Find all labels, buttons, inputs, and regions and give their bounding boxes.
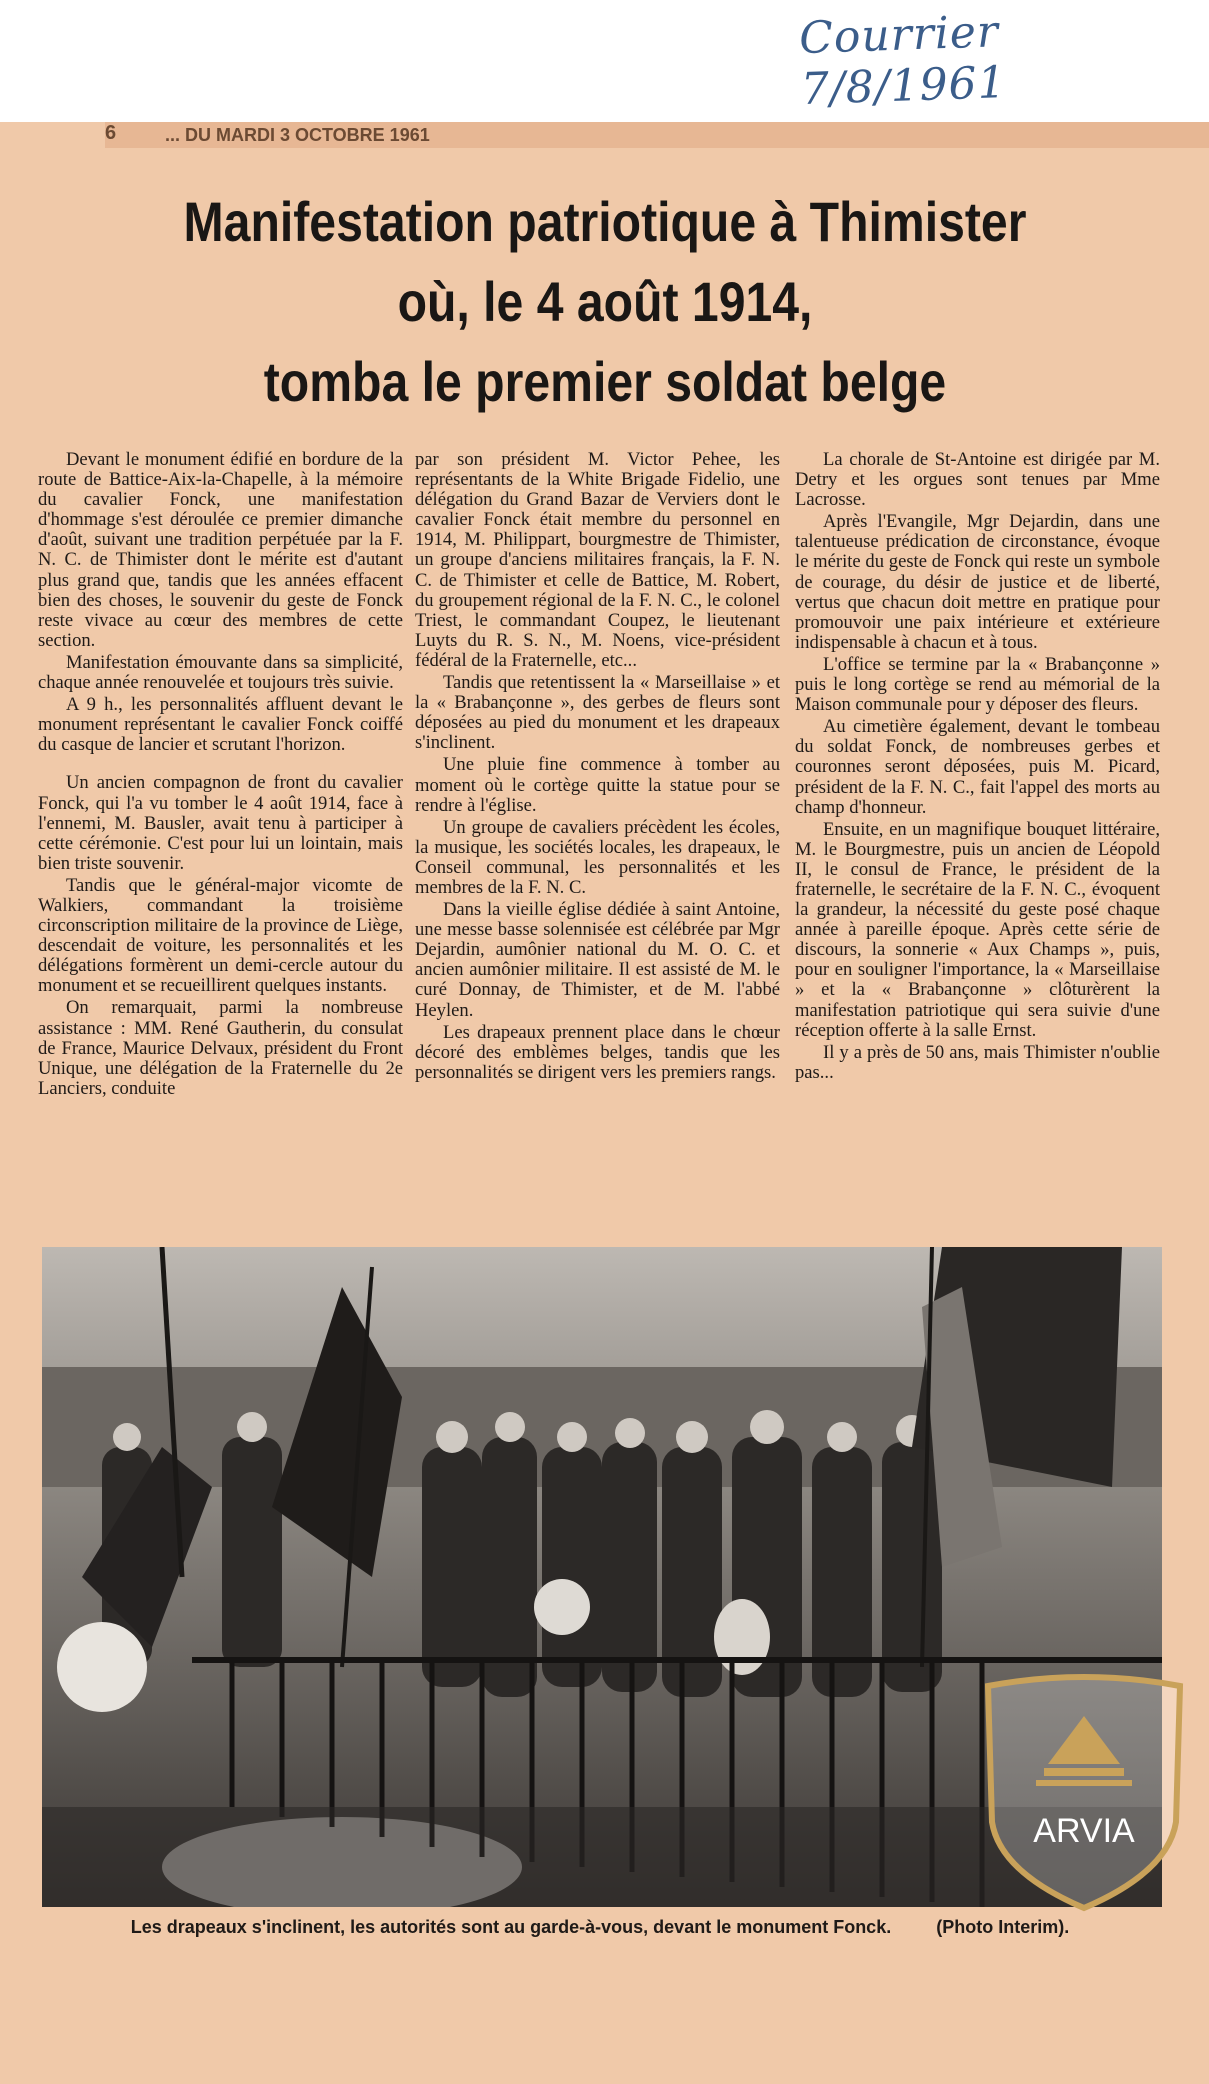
article-column-3 bbox=[795, 450, 1160, 1085]
paragraph: Manifestation émouvante dans sa simplicité, chaque année renouvelée et toujours très suivie. bbox=[38, 651, 403, 694]
paragraph: Ensuite, en un magnifique bouquet littéraire, M. le Bourgmestre, puis un ancien de Léopold II, le consul de France, le président de la fraternelle, le secrétaire de la F. N. C., évoquent la grandeur, la nécessité du geste posé chaque année à pareille époque. Après cette série de discours, la sonnerie « Aux Champs », puis, pour en souligner l'importance, la « Marseillaise » et la « Brabançonne » clôturèrent la manifestation patriotique qui sera suivie d'une réception offerte à la salle Ernst. bbox=[795, 818, 1160, 1041]
paragraph: Un groupe de cavaliers précèdent les écoles, la musique, les sociétés locales, les drapeaux, le Conseil communal, les personnalités et les membres de la F. N. C. bbox=[415, 816, 780, 898]
paragraph: Un ancien compagnon de front du cavalier Fonck, qui l'a vu tomber le 4 août 1914, face à l'ennemi, M. Bausler, avait tenu à participer à cette cérémonie. C'est pour lui un lointain, mais bien triste souvenir. bbox=[38, 772, 403, 874]
article-column-1 bbox=[38, 450, 403, 1101]
paragraph: Devant le monument édifié en bordure de la route de Battice-Aix-la-Chapelle, à la mémoire du cavalier Fonck, une manifestation d'hommage s'est déroulée ce premier dimanche d'août, suivant une tradition perpétuée par la F. N. C. de Thimister dont le mérite est d'autant plus grand que, tandis que les années effacent bien des choses, le souvenir du geste de Fonck reste vivace au cœur des membres de cette section. bbox=[38, 449, 403, 651]
title-line-3: tomba le premier soldat belge bbox=[263, 350, 947, 413]
page-header bbox=[105, 122, 1209, 148]
paragraph: par son président M. Victor Pehee, les représentants de la White Brigade Fidelio, une délégation du Grand Bazar de Verviers dont le cavalier Fonck était membre du personnel en 1914, M. Philippart, bourgmestre de Thimister, un groupe d'anciens militaires français, la F. N. C. de Thimister et celle de Battice, M. Robert, du groupement régional de la F. N. C., le colonel Triest, le commandant Coupez, le lieutenant Luyts du R. S. N., M. Noens, vice-président fédéral de la Fraternelle, etc... bbox=[415, 449, 780, 671]
header-dateline: ... DU MARDI 3 OCTOBRE 1961 bbox=[165, 125, 430, 145]
paragraph: Une pluie fine commence à tomber au moment où le cortège quitte la statue pour se rendre à l'église. bbox=[415, 754, 780, 816]
paragraph: Dans la vieille église dédiée à saint Antoine, une messe basse solennisée est célébrée par Mgr Dejardin, aumônier national du M. O. C. et ancien aumônier militaire. Il est assisté de M. le curé Donnay, de Thimister, et de M. l'abbé Heylen. bbox=[415, 899, 780, 1021]
paragraph: Tandis que retentissent la « Marseillaise » et la « Brabançonne », des gerbes de fleurs sont déposées au pied du monument et les drapeaux s'inclinent. bbox=[415, 672, 780, 754]
photo-credit: (Photo Interim). bbox=[936, 1917, 1070, 1937]
shield-icon bbox=[978, 1672, 1190, 1912]
article-column-2 bbox=[415, 450, 780, 1085]
paragraph: La chorale de St-Antoine est dirigée par M. Detry et les orgues sont tenues par Mme Lacrosse. bbox=[795, 449, 1160, 511]
paragraph: Tandis que le général-major vicomte de Walkiers, commandant la troisième circonscription militaire de la province de Liège, descendait de voiture, les personnalités et les délégations formèrent un demi-cercle autour du monument et se recueillirent quelques instants. bbox=[38, 874, 403, 997]
paragraph: Après l'Evangile, Mgr Dejardin, dans une talentueuse prédication de circonstance, évoque le mérite du geste de Fonck qui reste un symbole de courage, du désir de justice et de liberté, vertus que chacun doit mettre en pratique pour promouvoir une paix intérieure et extérieure indispensable à chacun et à tous. bbox=[795, 511, 1160, 653]
photo-caption-row bbox=[10, 1917, 1190, 1938]
handwritten-annotation: Courrier 7/8/1961 bbox=[798, 6, 1008, 116]
paragraph: On remarquait, parmi la nombreuse assistance : MM. René Gautherin, du consulat de France, Maurice Delvaux, président du Front Unique, une délégation de la Fraternelle du 2e Lanciers, conduite bbox=[38, 997, 403, 1099]
arvia-watermark-logo bbox=[978, 1672, 1190, 1912]
paragraph: Les drapeaux prennent place dans le chœur décoré des emblèmes belges, tandis que les personnalités se dirigent vers les premiers rangs. bbox=[415, 1021, 780, 1083]
watermark-text: ARVIA bbox=[1033, 1812, 1135, 1850]
paragraph: Il y a près de 50 ans, mais Thimister n'oublie pas... bbox=[795, 1041, 1160, 1083]
photo-caption: Les drapeaux s'inclinent, les autorités sont au garde-à-vous, devant le monument Fonck. bbox=[130, 1917, 892, 1937]
paragraph: Au cimetière également, devant le tombeau du soldat Fonck, de nombreuses gerbes et couronnes seront déposées, puis M. Picard, président de la F. N. C., fait l'appel des morts au champ d'honneur. bbox=[795, 716, 1160, 818]
article-title bbox=[40, 182, 1170, 422]
paragraph: A 9 h., les personnalités affluent devant le monument représentant le cavalier Fonck coiffé du casque de lancier et scrutant l'horizon. bbox=[38, 694, 403, 756]
title-line-1: Manifestation patriotique à Thimister bbox=[183, 190, 1027, 253]
paragraph: L'office se termine par la « Brabançonne » puis le long cortège se rend au mémorial de la Maison communale pour y déposer des fleurs. bbox=[795, 653, 1160, 716]
title-line-2: où, le 4 août 1914, bbox=[397, 270, 813, 333]
page-number: 6 bbox=[105, 122, 117, 144]
